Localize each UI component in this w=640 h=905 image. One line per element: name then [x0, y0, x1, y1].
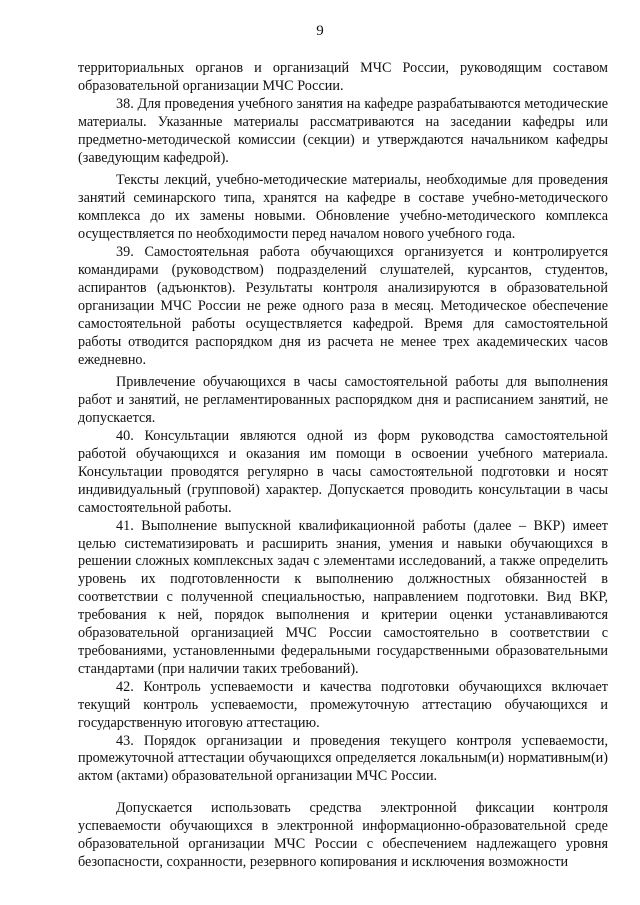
page-number: 9 — [316, 23, 324, 39]
paragraph-40: 40. Консультации являются одной из форм руководства самостоятельной работой обучающихся и оказания им помощи в освоении учебного материала. Консультации проводятся регулярно в часы самостоятельной подготовки и носят индивидуальный (групповой) характер. Допускается проводить консультации в часы самостоятельной работы. — [78, 428, 608, 516]
paragraph-electronic-records: Допускается использовать средства электронной фиксации контроля успеваемости обучающихся в электронной информационно-образовательной среде образовательной организации МЧС России с обеспечением надлежащего уровня безопасности, сохранности, резервного копирования и исключения возможности — [78, 800, 608, 870]
paragraph-38: 38. Для проведения учебного занятия на кафедре разрабатываются методические материалы. Указанные материалы рассматриваются на заседании кафедры или предметно-методической комиссии (секции) и утверждаются начальником кафедры (заведующим кафедрой). — [78, 95, 608, 166]
paragraph-42: 42. Контроль успеваемости и качества подготовки обучающихся включает текущий контроль успеваемости, промежуточную аттестацию обучающихся и государственную итоговую аттестацию. — [78, 678, 608, 731]
document-body — [78, 60, 608, 872]
paragraph-self-study-restriction: Привлечение обучающихся в часы самостоятельной работы для выполнения работ и занятий, не регламентированных распорядком дня и расписанием занятий, не допускается. — [78, 374, 608, 427]
paragraph-continuation: территориальных органов и организаций МЧС России, руководящим составом образовательной организации МЧС России. — [78, 60, 608, 94]
paragraph-41: 41. Выполнение выпускной квалификационной работы (далее – ВКР) имеет целью систематизировать и расширить знания, умения и навыки обучающихся в решении сложных комплексных задач с элементами исследований, а также определить уровень их подготовленности к выполнению должностных обязанностей в соответствии с полученной специальностью, направлением подготовки. Вид ВКР, требования к ней, порядок выполнения и критерии оценки устанавливаются образовательной организацией МЧС России самостоятельно в соответствии с требованиями, установленными федеральными государственными образовательными стандартами (при наличии таких требований). — [78, 517, 608, 677]
paragraph-39: 39. Самостоятельная работа обучающихся организуется и контролируется командирами (руководством) подразделений слушателей, курсантов, студентов, аспирантов (адъюнктов). Результаты контроля анализируются в образовательной организации МЧС России не реже одного раза в месяц. Методическое обеспечение самостоятельной работы осуществляется кафедрой. Время для самостоятельной работы отводится распорядком дня из расчета не менее трех академических часов ежедневно. — [78, 244, 608, 368]
paragraph-43: 43. Порядок организации и проведения текущего контроля успеваемости, промежуточной аттестации обучающихся определяется локальным(и) нормативным(и) актом (актами) образовательной организации МЧС России. — [78, 732, 608, 785]
paragraph-lecture-texts: Тексты лекций, учебно-методические материалы, необходимые для проведения занятий семинарского типа, хранятся на кафедре в составе учебно-методического комплекса до их замены новыми. Обновление учебно-методического комплекса осуществляется по необходимости перед началом нового учебного года. — [78, 172, 608, 243]
